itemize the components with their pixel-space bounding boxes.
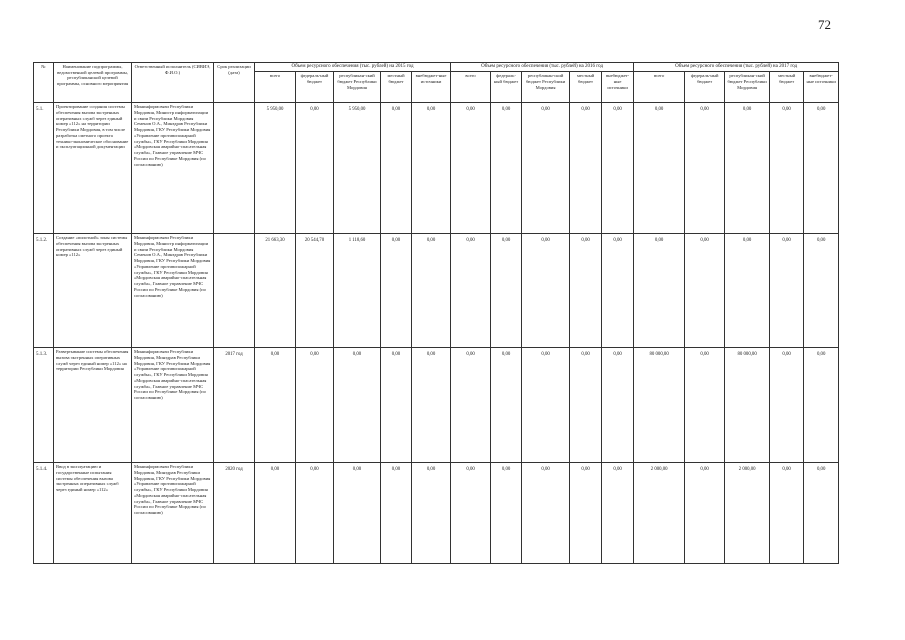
page-number: 72 [818, 17, 831, 32]
value-cell: 0,00 [381, 463, 412, 564]
value-cell: 0,00 [451, 348, 491, 463]
header-period-2017: Объем ресурсного обеспечения (тыс. рублей) на 2017 год [634, 63, 839, 72]
value-cell: 0,00 [634, 103, 685, 234]
value-cell: 0,00 [725, 234, 770, 348]
value-cell: 0,00 [451, 463, 491, 564]
value-cell: 0,00 [491, 234, 522, 348]
value-cell: 0,00 [381, 348, 412, 463]
value-cell: 0,00 [804, 103, 839, 234]
value-cell: 0,00 [491, 103, 522, 234]
value-cell: 0,00 [570, 234, 602, 348]
value-cell: 0,00 [570, 348, 602, 463]
table-row [34, 348, 839, 463]
subheader-cell: внебюджет-ные источники [804, 72, 839, 103]
row-number: 5.1. [34, 103, 54, 234]
value-cell: 5 950,00 [255, 103, 296, 234]
value-cell: 0,00 [570, 463, 602, 564]
value-cell: 0,00 [522, 463, 570, 564]
value-cell: 80 000,00 [725, 348, 770, 463]
row-name: Создание «пилотной» зоны системы обеспечения вызова экстренных оперативных служб через единый номер «112» [54, 234, 132, 348]
value-cell: 0,00 [255, 463, 296, 564]
row-term: 2020 год [214, 463, 255, 564]
subheader-cell: республикан-ский бюджет Республики Мордовия [522, 72, 570, 103]
row-executor: Мининформсвязи Республики Мордовия, Министр информатизации и связи Республики Мордовия Семенов О.А., Минздрав Республики Мордовия, ГКУ Республики Мордовия «Управление противопожарной службы», ГКУ Республики Мордовия «Мордовская аварийно-спасательная служба», Главное управление МЧС России по Республике Мордовия (по согласованию) [132, 103, 214, 234]
header-period-2016: Объем ресурсного обеспечения (тыс. рублей) на 2016 год [451, 63, 634, 72]
header-row-1 [34, 63, 839, 72]
header-no: № [34, 63, 54, 103]
value-cell: 0,00 [491, 348, 522, 463]
table-row [34, 463, 839, 564]
value-cell: 0,00 [602, 103, 634, 234]
value-cell: 0,00 [296, 103, 334, 234]
row-executor: Мининформсвязи Республики Мордовия, Минздрав Республики Мордовия, ГКУ Республики Мордовия «Управление противопожарной службы», ГКУ Республики Мордовия «Мордовская аварийно-спасательная служба», Главное управление МЧС России по Республике Мордовия (по согласованию) [132, 463, 214, 564]
value-cell: 0,00 [451, 234, 491, 348]
row-number: 5.1.4. [34, 463, 54, 564]
value-cell: 0,00 [602, 234, 634, 348]
value-cell: 0,00 [685, 234, 725, 348]
value-cell: 80 000,00 [634, 348, 685, 463]
table-body [34, 103, 839, 564]
subheader-cell: внебюджет-ные источники [602, 72, 634, 103]
subheader-cell: республикан-ский бюджет Республики Мордовия [334, 72, 381, 103]
value-cell: 0,00 [334, 348, 381, 463]
value-cell: 0,00 [522, 348, 570, 463]
row-executor: Мининформсвязи Республики Мордовия, Минздрав Республики Мордовия, ГКУ Республики Мордовия «Управление противопожарной службы», ГКУ Республики Мордовия «Мордовская аварийно-спасательная служба», Главное управление МЧС России по Республике Мордовия (по согласованию) [132, 348, 214, 463]
value-cell: 0,00 [685, 103, 725, 234]
value-cell: 2 000,00 [725, 463, 770, 564]
header-period-2015: Объем ресурсного обеспечения (тыс. рублей) на 2015 год [255, 63, 451, 72]
value-cell: 0,00 [770, 348, 804, 463]
value-cell: 0,00 [570, 103, 602, 234]
value-cell: 0,00 [770, 103, 804, 234]
row-executor: Мининформсвязи Республики Мордовия, Министр информатизации и связи Республики Мордовия Семенов О.А., Минздрав Республики Мордовия, ГКУ Республики Мордовия «Управление противопожарной службы», ГКУ Республики Мордовия «Мордовская аварийно-спасательная служба», Главное управление МЧС России по Республике Мордовия (по согласованию) [132, 234, 214, 348]
value-cell: 5 950,00 [334, 103, 381, 234]
value-cell: 0,00 [804, 463, 839, 564]
row-name: Развертывание системы обеспечения вызова экстренных оперативных служб через единый номер «112» на территории Республики Мордовия [54, 348, 132, 463]
value-cell: 0,00 [334, 463, 381, 564]
value-cell: 0,00 [255, 348, 296, 463]
value-cell: 0,00 [804, 234, 839, 348]
value-cell: 0,00 [804, 348, 839, 463]
value-cell: 0,00 [634, 234, 685, 348]
row-term: 2017 год [214, 348, 255, 463]
row-term [214, 234, 255, 348]
value-cell: 0,00 [522, 234, 570, 348]
value-cell: 0,00 [685, 463, 725, 564]
header-executor: Ответственный исполнитель (СИВИЭ, Ф.И.О.) [132, 63, 214, 103]
value-cell: 0,00 [491, 463, 522, 564]
value-cell: 0,00 [381, 103, 412, 234]
value-cell: 0,00 [412, 348, 451, 463]
subheader-cell: республикан-ский бюджет Республики Мордовия [725, 72, 770, 103]
value-cell: 0,00 [296, 463, 334, 564]
row-number: 5.1.2. [34, 234, 54, 348]
value-cell: 0,00 [412, 463, 451, 564]
value-cell: 0,00 [522, 103, 570, 234]
value-cell: 1 118,60 [334, 234, 381, 348]
row-term [214, 103, 255, 234]
subheader-cell: всего [451, 72, 491, 103]
value-cell: 2 000,00 [634, 463, 685, 564]
row-name: Проектирование создания системы обеспечения вызова экстренных оперативных служб через единый номер «112» на территории Республики Мордовия, в том числе разработка сметного проекта технико-экономическое обоснование и эксплуатационной документации [54, 103, 132, 234]
subheader-cell: федераль-ный бюджет [296, 72, 334, 103]
row-name: Ввод в эксплуатацию и государственные испытания системы обеспечения вызова экстренных оперативных служб через единый номер «112» [54, 463, 132, 564]
value-cell: 0,00 [451, 103, 491, 234]
subheader-cell: местный бюджет [570, 72, 602, 103]
value-cell: 20 544,70 [296, 234, 334, 348]
row-number: 5.1.3. [34, 348, 54, 463]
table-row [34, 103, 839, 234]
subheader-cell: внебюджет-ные источники [412, 72, 451, 103]
subheader-cell: всего [634, 72, 685, 103]
value-cell: 0,00 [725, 103, 770, 234]
value-cell: 0,00 [770, 234, 804, 348]
header-name: Наименование подпрограммы, ведомственной целевой программы, республиканской целевой программы, основного мероприятия [54, 63, 132, 103]
value-cell: 0,00 [381, 234, 412, 348]
value-cell: 0,00 [412, 234, 451, 348]
header-term: Срок реализации (дата) [214, 63, 255, 103]
value-cell: 0,00 [412, 103, 451, 234]
value-cell: 0,00 [602, 463, 634, 564]
value-cell: 0,00 [770, 463, 804, 564]
subheader-cell: местный бюджет [381, 72, 412, 103]
resource-table [33, 62, 839, 564]
subheader-cell: местный бюджет [770, 72, 804, 103]
value-cell: 21 663,30 [255, 234, 296, 348]
value-cell: 0,00 [602, 348, 634, 463]
table-row [34, 234, 839, 348]
subheader-cell: всего [255, 72, 296, 103]
subheader-cell: федераль-ный бюджет [685, 72, 725, 103]
value-cell: 0,00 [685, 348, 725, 463]
subheader-cell: федераль-ный бюджет [491, 72, 522, 103]
value-cell: 0,00 [296, 348, 334, 463]
